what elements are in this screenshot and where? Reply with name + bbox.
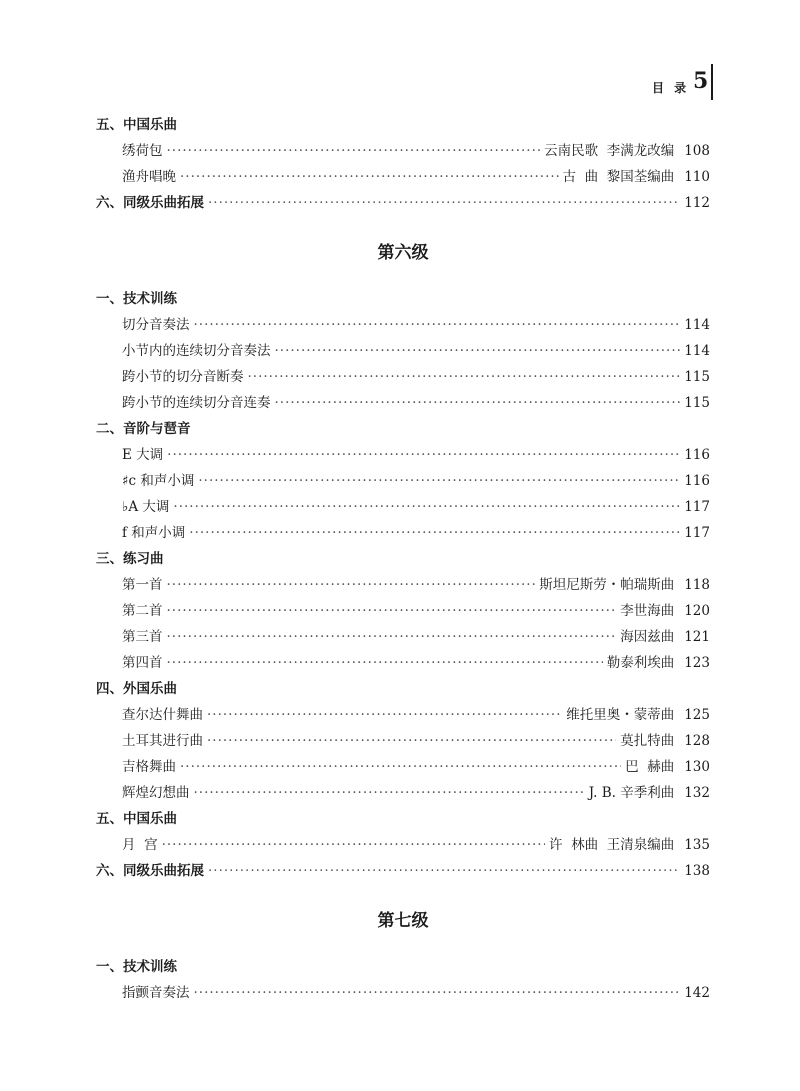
entry-author: 勒泰利埃曲 xyxy=(606,655,675,671)
entry-title: 土耳其进行曲 xyxy=(122,733,203,749)
dot-leader xyxy=(189,520,680,546)
toc-entry xyxy=(96,650,710,676)
entry-page: 114 xyxy=(684,343,710,359)
entry-page: 130 xyxy=(684,759,710,775)
toc-entry xyxy=(96,702,710,728)
entry-title: 月 宫 xyxy=(122,837,158,853)
entry-title: 吉格舞曲 xyxy=(122,759,176,775)
section-entry xyxy=(96,858,710,884)
entry-title: 渔舟唱晚 xyxy=(122,169,176,185)
dot-leader xyxy=(180,754,621,780)
toc-entry xyxy=(96,338,710,364)
entry-page: 112 xyxy=(684,195,710,211)
section-heading xyxy=(96,676,710,702)
entry-title: ♯c 和声小调 xyxy=(122,473,195,489)
toc-entry xyxy=(96,494,710,520)
toc-entry xyxy=(96,832,710,858)
page-number: 5 xyxy=(693,68,709,94)
dot-leader xyxy=(167,442,680,468)
entry-author: 海因兹曲 xyxy=(620,629,675,645)
entry-title: E 大调 xyxy=(122,447,164,463)
entry-author: 云南民歌 李满龙改编 xyxy=(544,143,675,159)
entry-title: 辉煌幻想曲 xyxy=(122,785,190,801)
entry-page: 114 xyxy=(684,317,710,333)
header-label: 目 录 xyxy=(652,81,690,95)
dot-leader xyxy=(180,164,559,190)
entry-author: J. B. 辛季利曲 xyxy=(588,785,675,801)
entry-page: 135 xyxy=(684,837,710,853)
entry-author: 维托里奥・蒙蒂曲 xyxy=(566,707,675,723)
entry-title: 第二首 xyxy=(122,603,163,619)
section-title: 三、练习曲 xyxy=(96,551,164,567)
level-heading: 第七级 xyxy=(377,911,429,931)
entry-page: 125 xyxy=(684,707,710,723)
entry-author: 许 林曲 王清泉编曲 xyxy=(549,837,675,853)
entry-title: ♭A 大调 xyxy=(122,499,170,515)
section-heading xyxy=(96,112,710,138)
entry-author: 李世海曲 xyxy=(620,603,675,619)
entry-title: 第四首 xyxy=(122,655,163,671)
entry-page: 142 xyxy=(684,985,710,1001)
dot-leader xyxy=(198,468,680,494)
toc-entry xyxy=(96,598,710,624)
toc-entry xyxy=(96,780,710,806)
section-title: 四、外国乐曲 xyxy=(96,681,177,697)
entry-page: 138 xyxy=(684,863,710,879)
entry-page: 128 xyxy=(684,733,710,749)
section-title: 二、音阶与琶音 xyxy=(96,421,191,437)
entry-page: 123 xyxy=(684,655,710,671)
entry-author: 斯坦尼斯劳・帕瑞斯曲 xyxy=(539,577,675,593)
dot-leader xyxy=(167,624,617,650)
entry-title: 第一首 xyxy=(122,577,163,593)
section-heading xyxy=(96,806,710,832)
toc-entry xyxy=(96,468,710,494)
dot-leader xyxy=(162,832,545,858)
entry-page: 115 xyxy=(684,395,710,411)
entry-title: f 和声小调 xyxy=(122,525,186,541)
section-heading xyxy=(96,954,710,980)
section-title: 一、技术训练 xyxy=(96,291,177,307)
entry-page: 132 xyxy=(684,785,710,801)
dot-leader xyxy=(275,390,681,416)
toc-entry xyxy=(96,138,710,164)
entry-page: 121 xyxy=(684,629,710,645)
dot-leader xyxy=(275,338,681,364)
toc-entry xyxy=(96,980,710,1006)
dot-leader xyxy=(208,858,680,884)
entry-title: 绣荷包 xyxy=(122,143,163,159)
dot-leader xyxy=(167,572,536,598)
entry-title: 第三首 xyxy=(122,629,163,645)
entry-page: 117 xyxy=(684,499,710,515)
entry-page: 118 xyxy=(684,577,710,593)
entry-page: 108 xyxy=(684,143,710,159)
toc-entry xyxy=(96,442,710,468)
dot-leader xyxy=(207,702,562,728)
section-title: 一、技术训练 xyxy=(96,959,177,975)
toc-entry xyxy=(96,572,710,598)
dot-leader xyxy=(173,494,680,520)
section-title: 五、中国乐曲 xyxy=(96,811,177,827)
entry-title: 六、同级乐曲拓展 xyxy=(96,195,204,211)
entry-page: 120 xyxy=(684,603,710,619)
toc-entry xyxy=(96,520,710,546)
entry-page: 117 xyxy=(684,525,710,541)
dot-leader xyxy=(248,364,681,390)
toc-entry xyxy=(96,624,710,650)
dot-leader xyxy=(167,650,603,676)
table-of-contents xyxy=(96,112,710,1006)
entry-title: 跨小节的连续切分音连奏 xyxy=(122,395,271,411)
entry-author: 古 曲 黎国荃编曲 xyxy=(562,169,675,185)
entry-page: 116 xyxy=(684,447,710,463)
section-heading xyxy=(96,546,710,572)
dot-leader xyxy=(194,980,681,1006)
toc-entry xyxy=(96,728,710,754)
dot-leader xyxy=(167,138,541,164)
entry-page: 110 xyxy=(684,169,710,185)
section-title: 五、中国乐曲 xyxy=(96,117,177,133)
dot-leader xyxy=(194,780,585,806)
entry-title: 跨小节的切分音断奏 xyxy=(122,369,244,385)
toc-entry xyxy=(96,312,710,338)
section-entry xyxy=(96,190,710,216)
section-heading xyxy=(96,416,710,442)
entry-page: 115 xyxy=(684,369,710,385)
entry-title: 查尔达什舞曲 xyxy=(122,707,203,723)
toc-entry xyxy=(96,164,710,190)
section-heading xyxy=(96,286,710,312)
entry-page: 116 xyxy=(684,473,710,489)
entry-author: 巴 赫曲 xyxy=(625,759,675,775)
dot-leader xyxy=(167,598,617,624)
entry-title: 指颤音奏法 xyxy=(122,985,190,1001)
entry-title: 小节内的连续切分音奏法 xyxy=(122,343,271,359)
dot-leader xyxy=(208,190,680,216)
entry-title: 切分音奏法 xyxy=(122,317,190,333)
entry-author: 莫扎特曲 xyxy=(620,733,675,749)
header-rule xyxy=(711,64,713,100)
entry-title: 六、同级乐曲拓展 xyxy=(96,863,204,879)
toc-entry xyxy=(96,364,710,390)
toc-entry xyxy=(96,390,710,416)
level-heading: 第六级 xyxy=(377,243,429,263)
toc-entry xyxy=(96,754,710,780)
dot-leader xyxy=(207,728,616,754)
dot-leader xyxy=(194,312,681,338)
